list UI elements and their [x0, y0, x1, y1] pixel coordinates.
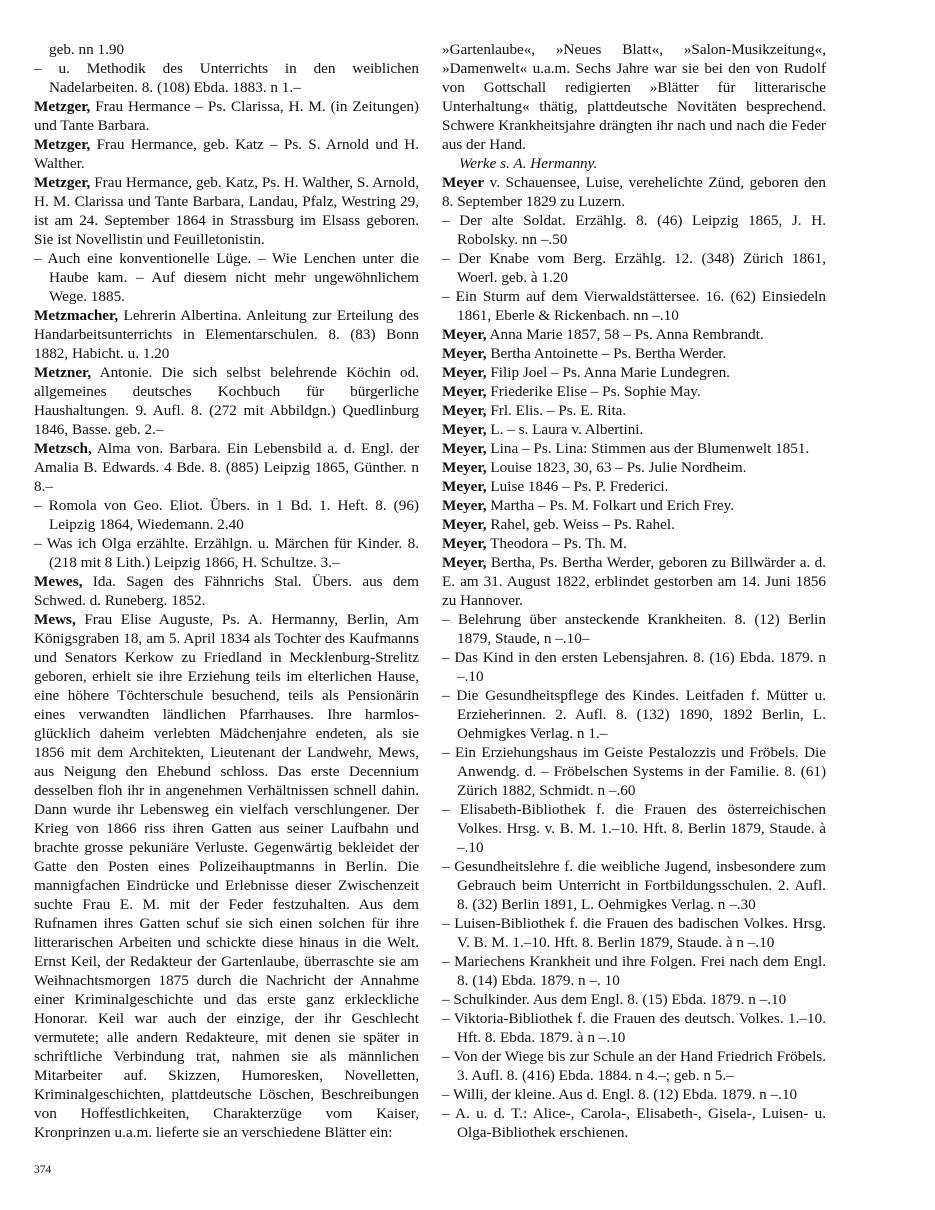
entry-text: – Gesundheitslehre f. die weibliche Jugend, insbesondere zum Gebrauch beim Unterricht in Fortbildungsschulen. 2. Aufl. 8. (32) Berlin 1891, L. Oehmigkes Verlag. n –.30: [442, 858, 826, 913]
entry: [34, 610, 419, 1142]
entry-text: Louise 1823, 30, 63 – Ps. Julie Nordheim.: [486, 459, 747, 476]
entry-text: – Was ich Olga erzählte. Erzählgn. u. Märchen für Kinder. 8. (218 mit 8 Lith.) Leipzig 1866, H. Schultze. 3.–: [34, 535, 419, 571]
entry-text: Bertha, Ps. Bertha Werder, geboren zu Billwärder a. d. E. am 31. August 1822, erblindet gestorben am 14. Juni 1856 zu Hannover.: [442, 554, 826, 609]
entry-headword: Meyer,: [442, 421, 487, 438]
entry-text: – Luisen-Bibliothek f. die Frauen des badischen Volkes. Hrsg. V. B. M. 1.–10. Hft. 8. Berlin 1879, Staude. à n –.10: [442, 915, 826, 951]
entry: [442, 420, 826, 439]
entry-headword: Meyer,: [442, 554, 487, 571]
entry: [34, 572, 419, 610]
sub-entry: [442, 952, 826, 990]
entry-headword: Meyer,: [442, 535, 487, 552]
sub-entry: [442, 990, 826, 1009]
entry-headword: Meyer,: [442, 459, 487, 476]
entry-headword: Meyer: [442, 174, 485, 191]
entry-text: – Ein Erziehungshaus im Geiste Pestalozzis und Fröbels. Die Anwendg. d. – Fröbelschen Systems in der Familie. 8. (61) Zürich 1882, Schmidt. n –.60: [442, 744, 826, 799]
entry-text: Werke s. A. Hermanny.: [459, 155, 598, 172]
entry-text: Theodora – Ps. Th. M.: [486, 535, 627, 552]
entry-headword: Meyer,: [442, 440, 487, 457]
entry-headword: Meyer,: [442, 345, 487, 362]
entry-text: – Willi, der kleine. Aus d. Engl. 8. (12) Ebda. 1879. n –.10: [442, 1086, 798, 1103]
sub-entry: [34, 534, 419, 572]
entry-headword: Meyer,: [442, 326, 487, 343]
sub-entry: [442, 1104, 826, 1142]
entry-headword: Metzger,: [34, 174, 91, 191]
entry-headword: Meyer,: [442, 497, 487, 514]
sub-entry: [442, 800, 826, 857]
sub-entry: [442, 249, 826, 287]
sub-entry: [442, 1085, 826, 1104]
sub-entry: [442, 648, 826, 686]
entry-headword: Metzsch,: [34, 440, 92, 457]
entry: [34, 363, 419, 439]
sub-entry: [34, 59, 419, 97]
entry-text: – u. Methodik des Unterrichts in den weiblichen Nadelarbeiten. 8. (108) Ebda. 1883. n 1.–: [34, 60, 419, 96]
entry-text: Ida. Sagen des Fähnrichs Stal. Übers. aus dem Schwed. d. Runeberg. 1852.: [34, 573, 419, 609]
entry: [442, 401, 826, 420]
entry-text: – Schulkinder. Aus dem Engl. 8. (15) Ebda. 1879. n –.10: [442, 991, 787, 1008]
entry-headword: Meyer,: [442, 402, 487, 419]
entry-headword: Metzger,: [34, 98, 91, 115]
sub-entry: [34, 496, 419, 534]
entry-text: v. Schauensee, Luise, verehelichte Zünd, geboren den 8. September 1829 zu Luzern.: [442, 174, 826, 210]
entry-headword: Metzmacher,: [34, 307, 119, 324]
entry: [34, 173, 419, 249]
entry-text: Frau Hermance, geb. Katz – Ps. S. Arnold und H. Walther.: [34, 136, 419, 172]
entry-headword: Meyer,: [442, 383, 487, 400]
entry-text: Bertha Antoinette – Ps. Bertha Werder.: [486, 345, 727, 362]
entry: [442, 363, 826, 382]
entry: [34, 439, 419, 496]
entry-text: – Belehrung über ansteckende Krankheiten. 8. (12) Berlin 1879, Staude, n –.10–: [442, 611, 826, 647]
sub-entry: [442, 1047, 826, 1085]
entry-text: Frl. Elis. – Ps. E. Rita.: [486, 402, 627, 419]
entry: [34, 135, 419, 173]
entry: [442, 534, 826, 553]
entry-headword: Metzger,: [34, 136, 91, 153]
entry: [34, 97, 419, 135]
sub-entry: [442, 857, 826, 914]
sub-entry: [442, 287, 826, 325]
entry-text: – Ein Sturm auf dem Vierwaldstättersee. 16. (62) Einsiedeln 1861, Eberle & Rickenbach. nn –.10: [442, 288, 826, 324]
entry: [442, 173, 826, 211]
entry-headword: Meyer,: [442, 478, 487, 495]
entry-text: Martha – Ps. M. Folkart und Erich Frey.: [486, 497, 735, 514]
sub-entry: [442, 610, 826, 648]
entry-text: – Der Knabe vom Berg. Erzählg. 12. (348) Zürich 1861, Woerl. geb. à 1.20: [442, 250, 826, 286]
entry-text: – Romola von Geo. Eliot. Übers. in 1 Bd. 1. Heft. 8. (96) Leipzig 1864, Wiedemann. 2.40: [34, 497, 419, 533]
entry: [442, 458, 826, 477]
entry: [442, 515, 826, 534]
entry-text: »Gartenlaube«, »Neues Blatt«, »Salon-Musikzeitung«, »Damenwelt« u.a.m. Sechs Jahre war sie bei den von Rudolf von Gottschall redigierten »Blätter für litterarische Unterhaltung« thätig, plattdeutsche Novitäten besprechend. Schwere Krankheitsjahre drängten ihr nach und nach die Feder aus der Hand.: [442, 41, 826, 153]
entry-text: – Auch eine konventionelle Lüge. – Wie Lenchen unter die Haube kam. – Auf diesem nicht mehr ungewöhnlichem Wege. 1885.: [34, 250, 419, 305]
entry-headword: Mews,: [34, 611, 76, 628]
entry-text: – Elisabeth-Bibliothek f. die Frauen des österreichischen Volkes. Hrsg. v. B. M. 1.–10. Hft. 8. Berlin 1879, Staude. à –.10: [442, 801, 826, 856]
entry-text: Alma von. Barbara. Ein Lebensbild a. d. Engl. der Amalia B. Edwards. 4 Bde. 8. (885) Leipzig 1865, Günther. n 8.–: [34, 440, 419, 495]
page-number: 374: [34, 1164, 52, 1176]
entry: [442, 382, 826, 401]
entry-text: – Von der Wiege bis zur Schule an der Hand Friedrich Fröbels. 3. Aufl. 8. (416) Ebda. 1884. n 4.–; geb. n 5.–: [442, 1048, 826, 1084]
entry: [442, 325, 826, 344]
entry-text: – Das Kind in den ersten Lebensjahren. 8. (16) Ebda. 1879. n –.10: [442, 649, 826, 685]
entry-text: – Der alte Soldat. Erzählg. 8. (46) Leipzig 1865, J. H. Robolsky. nn –.50: [442, 212, 826, 248]
sub-entry: [442, 914, 826, 952]
entry-headword: Metzner,: [34, 364, 92, 381]
entry-text: Filip Joel – Ps. Anna Marie Lundegren.: [486, 364, 730, 381]
entry: [442, 439, 826, 458]
entry-text: Friederike Elise – Ps. Sophie May.: [486, 383, 701, 400]
entry-text: – Mariechens Krankheit und ihre Folgen. Frei nach dem Engl. 8. (14) Ebda. 1879. n –. 10: [442, 953, 826, 989]
entry-text: – Viktoria-Bibliothek f. die Frauen des deutsch. Volkes. 1.–10. Hft. 8. Ebda. 1879. à n –.10: [442, 1010, 826, 1046]
entry-text: Antonie. Die sich selbst belehrende Köchin od. allgemeines deutsches Kochbuch für bürgerliche Haushaltungen. 9. Aufl. 8. (272 mit Abbildgn.) Quedlinburg 1846, Basse. geb. 2.–: [34, 364, 419, 438]
sub-entry: [34, 249, 419, 306]
entry-text: L. – s. Laura v. Albertini.: [486, 421, 644, 438]
entry: [34, 40, 419, 59]
entry-text: Lina – Ps. Lina: Stimmen aus der Blumenwelt 1851.: [486, 440, 810, 457]
entry-text: – Die Gesundheitspflege des Kindes. Leitfaden f. Mütter u. Erzieherinnen. 2. Aufl. 8. (132) 1890, 1892 Berlin, L. Oehmigkes Verlag. n 1.–: [442, 687, 826, 742]
entry: [34, 306, 419, 363]
sub-entry: [442, 743, 826, 800]
entry-headword: Meyer,: [442, 516, 487, 533]
entry-text: Frau Elise Auguste, Ps. A. Hermanny, Berlin, Am Königsgraben 18, am 5. April 1834 als Tochter des Kaufmanns und Senators Kerkow zu Friedland in Mecklenburg-Strelitz geboren, erhielt sie ihre Erziehung teils im elterlichen Hause, eine höhere Töchterschule besuchend, teils als Pensionärin eines verwandten ländlichen Pfarrhauses. Ihre harmlos-glücklich daheim verlebten Mädchenjahre endeten, als sie 1856 mit dem Architekten, Lieutenant der Landwehr, Mews, aus Neigung den Ehebund schloss. Das erste Decennium desselben floh ihr in angenehmen Verhältnissen schnell dahin. Dann wurde ihr Lebensweg ein vielfach verschlungener. Der Krieg von 1866 riss ihren Gatten aus seiner Laufbahn und brachte grosse pekuniäre Verluste. Gegenwärtig bekleidet der Gatte den Posten eines Polizeihauptmanns in Berlin. Die mannigfachen Eindrücke und Erlebnisse dieser Zwischenzeit suchte Frau E. M. mit der Feder festzuhalten. Aus dem Rufnamen ihres Gatten schuf sie sich einen solchen für ihre litterarischen Arbeiten und schickte diese hinaus in die Welt. Ernst Keil, der Redakteur der Gartenlaube, überraschte sie am Weihnachtsmorgen 1875 durch die Nachricht der Annahme einer Kriminalgeschichte und das erste ganz erkleckliche Honorar. Keil war auch der einzige, der ihr Geschlecht vermutete; alle andern Redakteure, mit denen sie später in schriftliche Verbindung trat, nahmen sie als männlichen Mitarbeiter auf. Skizzen, Humoresken, Novelletten, Kriminalgeschichten, plattdeutsche Löschen, Beschreibungen von Hoffestlichkeiten, Charakterzüge vom Kaiser, Kronprinzen u.a.m. lieferte sie an verschiedene Blätter ein:: [34, 611, 419, 1141]
entry-text: Rahel, geb. Weiss – Ps. Rahel.: [486, 516, 675, 533]
entry-text: Frau Hermance – Ps. Clarissa, H. M. (in Zeitungen) und Tante Barbara.: [34, 98, 419, 134]
entry-headword: Mewes,: [34, 573, 83, 590]
sub-entry: [442, 211, 826, 249]
sub-entry: [442, 686, 826, 743]
entry-text: – A. u. d. T.: Alice-, Carola-, Elisabeth-, Gisela-, Luisen- u. Olga-Bibliothek erschienen.: [442, 1105, 826, 1141]
entry: [442, 553, 826, 610]
entry: [442, 496, 826, 515]
entry-headword: Meyer,: [442, 364, 487, 381]
sub-entry: [442, 1009, 826, 1047]
entry-text: geb. nn 1.90: [49, 41, 125, 58]
entry-text: Frau Hermance, geb. Katz, Ps. H. Walther, S. Arnold, H. M. Clarissa und Tante Barbara, Landau, Pfalz, Westring 29, ist am 24. September 1864 in Strassburg im Elsass geboren. Sie ist Novellistin und Feuilletonistin.: [34, 174, 419, 248]
cross-reference: [442, 154, 826, 173]
entry-text: Lehrerin Albertina. Anleitung zur Erteilung des Handarbeitsunterrichts in Elementarschulen. 8. (83) Bonn 1882, Habicht. u. 1.20: [34, 307, 419, 362]
entry: [442, 477, 826, 496]
entry-text: Anna Marie 1857, 58 – Ps. Anna Rembrandt.: [486, 326, 764, 343]
right-column: [442, 40, 826, 1142]
entry: [442, 344, 826, 363]
left-column: [34, 40, 419, 1142]
entry-text: Luise 1846 – Ps. P. Frederici.: [486, 478, 669, 495]
entry: [442, 40, 826, 154]
